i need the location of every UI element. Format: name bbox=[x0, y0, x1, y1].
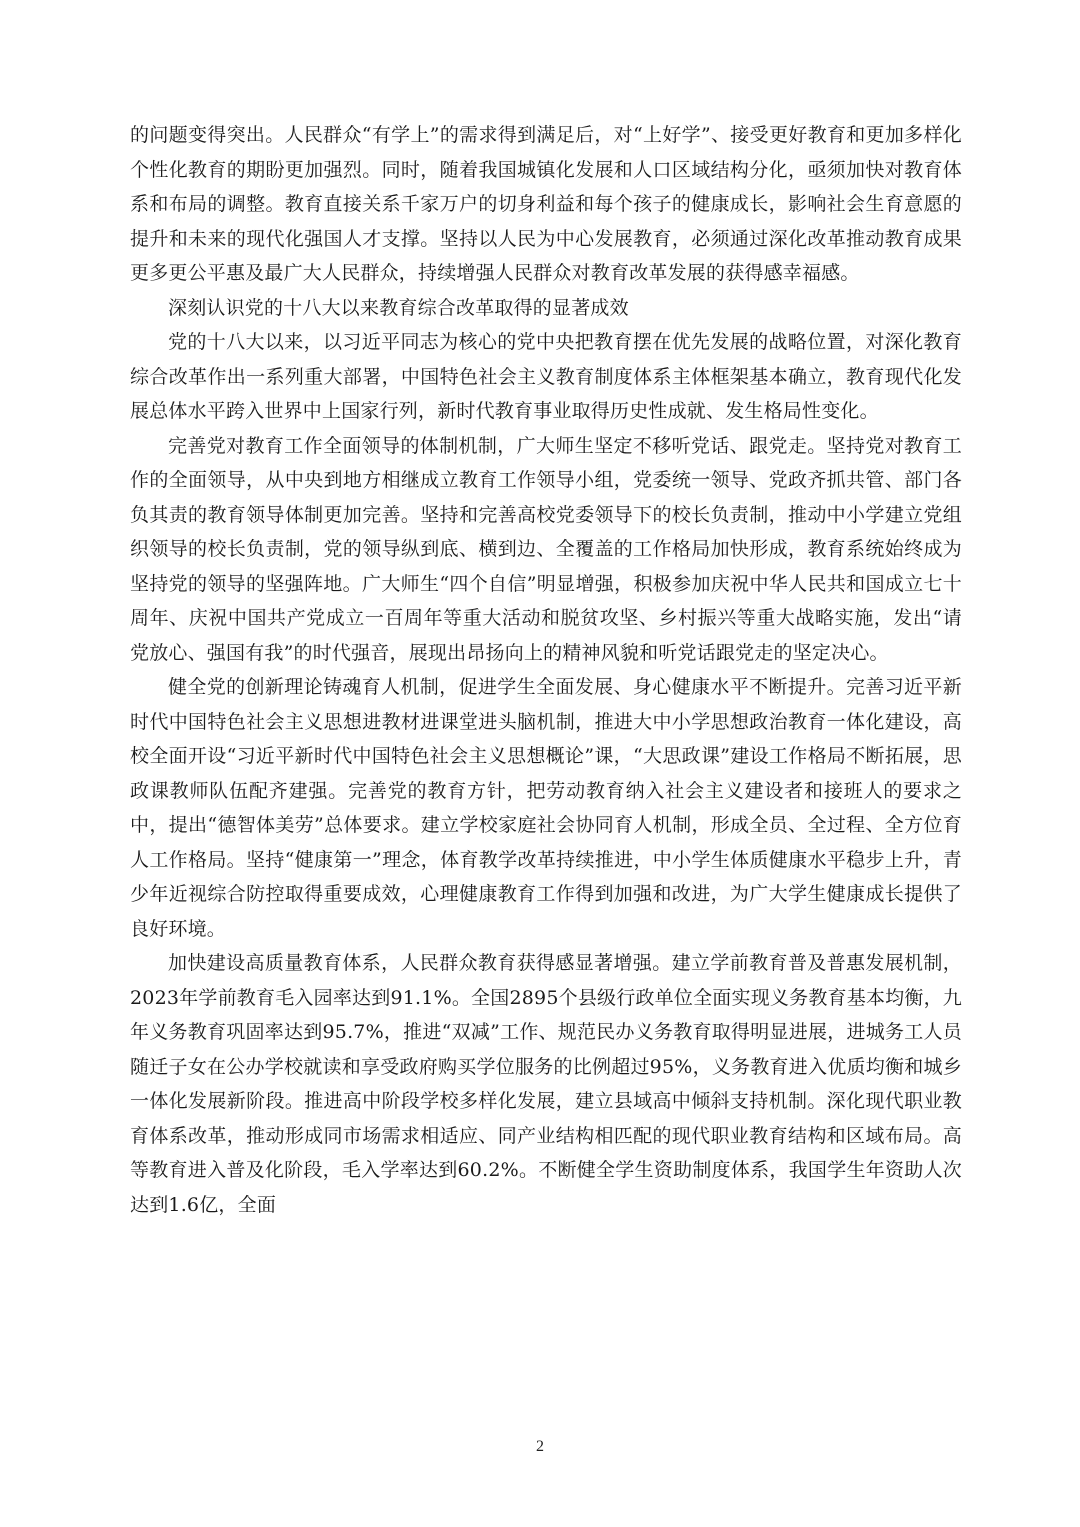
section-heading: 深刻认识党的十八大以来教育综合改革取得的显著成效 bbox=[168, 296, 629, 319]
paragraph-intro: 党的十八大以来，以习近平同志为核心的党中央把教育摆在优先发展的战略位置，对深化教育综合改革作出一系列重大部署，中国特色社会主义教育制度体系主体框架基本确立，教育现代化发展总体水平跨入世界中上国家行列，新时代教育事业取得历史性成就、发生格局性变化。 bbox=[130, 331, 962, 422]
paragraph-theory: 健全党的创新理论铸魂育人机制，促进学生全面发展、身心健康水平不断提升。完善习近平新时代中国特色社会主义思想进教材进课堂进头脑机制，推进大中小学思想政治教育一体化建设，高校全面开设“习近平新时代中国特色社会主义思想概论”课，“大思政课”建设工作格局不断拓展，思政课教师队伍配齐建强。完善党的教育方针，把劳动教育纳入社会主义建设者和接班人的要求之中，提出“德智体美劳”总体要求。建立学校家庭社会协同育人机制，形成全员、全过程、全方位育人工作格局。坚持“健康第一”理念，体育教学改革持续推进，中小学生体质健康水平稳步上升，青少年近视综合防控取得重要成效，心理健康教育工作得到加强和改进，为广大学生健康成长提供了良好环境。 bbox=[130, 676, 962, 940]
paragraph-continuation: 的问题变得突出。人民群众“有学上”的需求得到满足后，对“上好学”、接受更好教育和更加多样化个性化教育的期盼更加强烈。同时，随着我国城镇化发展和人口区域结构分化，亟须加快对教育体系和布局的调整。教育直接关系千家万户的切身利益和每个孩子的健康成长，影响社会生育意愿的提升和未来的现代化强国人才支撑。坚持以人民为中心发展教育，必须通过深化改革推动教育成果更多更公平惠及最广大人民群众，持续增强人民群众对教育改革发展的获得感幸福感。 bbox=[130, 124, 962, 284]
document-body bbox=[130, 118, 962, 1222]
paragraph-leadership: 完善党对教育工作全面领导的体制机制，广大师生坚定不移听党话、跟党走。坚持党对教育工作的全面领导，从中央到地方相继成立教育工作领导小组，党委统一领导、党政齐抓共管、部门各负其责的教育领导体制更加完善。坚持和完善高校党委领导下的校长负责制，推动中小学建立党组织领导的校长负责制，党的领导纵到底、横到边、全覆盖的工作格局加快形成，教育系统始终成为坚持党的领导的坚强阵地。广大师生“四个自信”明显增强，积极参加庆祝中华人民共和国成立七十周年、庆祝中国共产党成立一百周年等重大活动和脱贫攻坚、乡村振兴等重大战略实施，发出“请党放心、强国有我”的时代强音，展现出昂扬向上的精神风貌和听党话跟党走的坚定决心。 bbox=[130, 434, 962, 664]
page-number: 2 bbox=[536, 1438, 544, 1455]
paragraph-quality: 加快建设高质量教育体系，人民群众教育获得感显著增强。建立学前教育普及普惠发展机制，2023年学前教育毛入园率达到91.1%。全国2895个县级行政单位全面实现义务教育基本均衡，九年义务教育巩固率达到95.7%，推进“双减”工作、规范民办义务教育取得明显进展，进城务工人员随迁子女在公办学校就读和享受政府购买学位服务的比例超过95%，义务教育进入优质均衡和城乡一体化发展新阶段。推进高中阶段学校多样化发展，建立县域高中倾斜支持机制。深化现代职业教育体系改革，推动形成同市场需求相适应、同产业结构相匹配的现代职业教育结构和区域布局。高等教育进入普及化阶段，毛入学率达到60.2%。不断健全学生资助制度体系，我国学生年资助人次达到1.6亿，全面 bbox=[130, 952, 962, 1216]
